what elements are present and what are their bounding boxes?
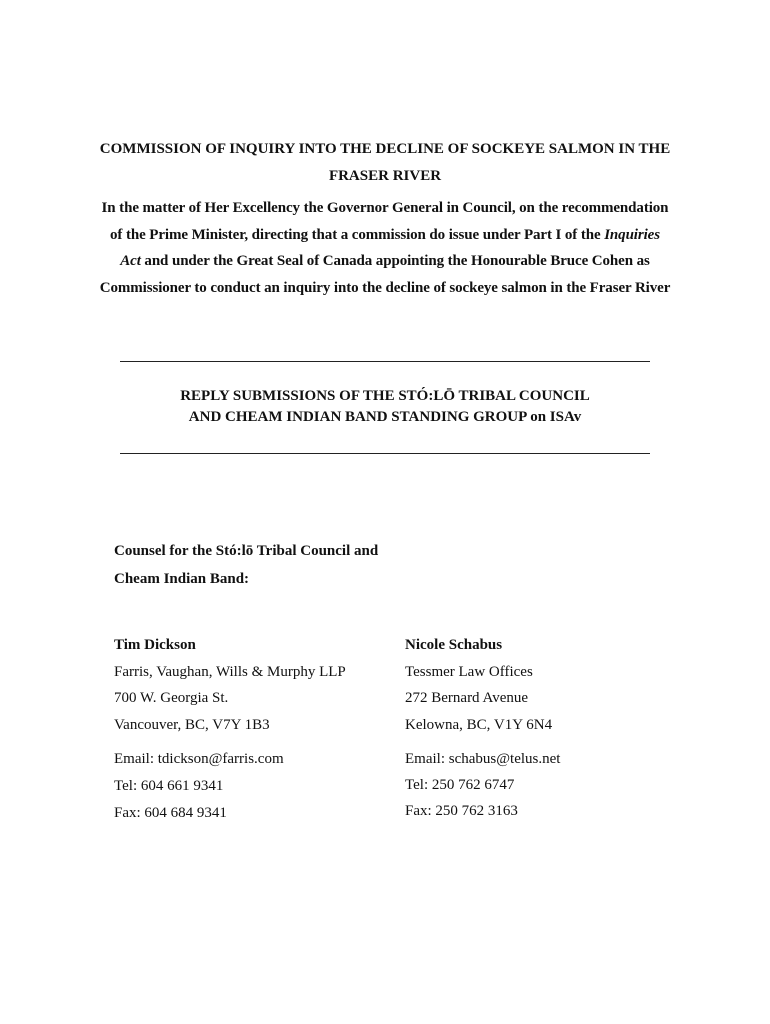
matter-line-4: Commissioner to conduct an inquiry into the decline of sockeye salmon in the Fraser River [99, 279, 671, 296]
counsel-fax: Fax: 250 762 3163 [405, 803, 518, 819]
top-divider [120, 361, 650, 362]
bottom-divider [120, 453, 650, 454]
reply-line-2: AND CHEAM INDIAN BAND STANDING GROUP on ISAv [188, 409, 582, 425]
counsel-name: Tim Dickson [114, 637, 196, 653]
matter-line-3-italic: Act [120, 253, 141, 269]
matter-line-1: In the matter of Her Excellency the Governor General in Council, on the recommendation [101, 200, 669, 216]
counsel-tel: Tel: 250 762 6747 [405, 777, 515, 793]
counsel-name: Nicole Schabus [405, 637, 503, 653]
counsel-email: Email: tdickson@farris.com [114, 751, 284, 767]
matter-line-2-italic: Inquiries [604, 226, 660, 243]
matter-line-3 [80, 248, 690, 275]
counsel-heading [114, 537, 378, 593]
counsel-address: 700 W. Georgia St. [114, 690, 229, 706]
matter-line-3-text: and under the Great Seal of Canada appointing the Honourable Bruce Cohen as [140, 253, 650, 269]
commission-title [80, 136, 690, 190]
matter-line-2-text: of the Prime Minister, directing that a commission do issue under Part I of the [110, 226, 605, 243]
title-line-1: COMMISSION OF INQUIRY INTO THE DECLINE OF SOCKEYE SALMON IN THE [99, 141, 671, 157]
matter-paragraph [80, 195, 690, 301]
counsel-heading-line-1: Counsel for the Stó:lō Tribal Council and [114, 543, 379, 559]
counsel-firm: Farris, Vaughan, Wills & Murphy LLP [114, 664, 346, 680]
title-line-2: FRASER RIVER [328, 168, 442, 184]
counsel-city: Vancouver, BC, V7Y 1B3 [114, 717, 270, 733]
counsel-tel: Tel: 604 661 9341 [114, 778, 224, 794]
counsel-address: 272 Bernard Avenue [405, 690, 529, 706]
reply-submissions-heading [80, 386, 690, 428]
counsel-fax: Fax: 604 684 9341 [114, 805, 227, 821]
counsel-email: Email: schabus@telus.net [405, 751, 561, 767]
matter-line-2 [80, 222, 690, 249]
counsel-city: Kelowna, BC, V1Y 6N4 [405, 717, 553, 733]
reply-line-1: REPLY SUBMISSIONS OF THE STÓ:LŌ TRIBAL COUNCIL [180, 388, 590, 404]
counsel-firm: Tessmer Law Offices [405, 664, 533, 680]
counsel-heading-line-2: Cheam Indian Band: [114, 571, 250, 587]
